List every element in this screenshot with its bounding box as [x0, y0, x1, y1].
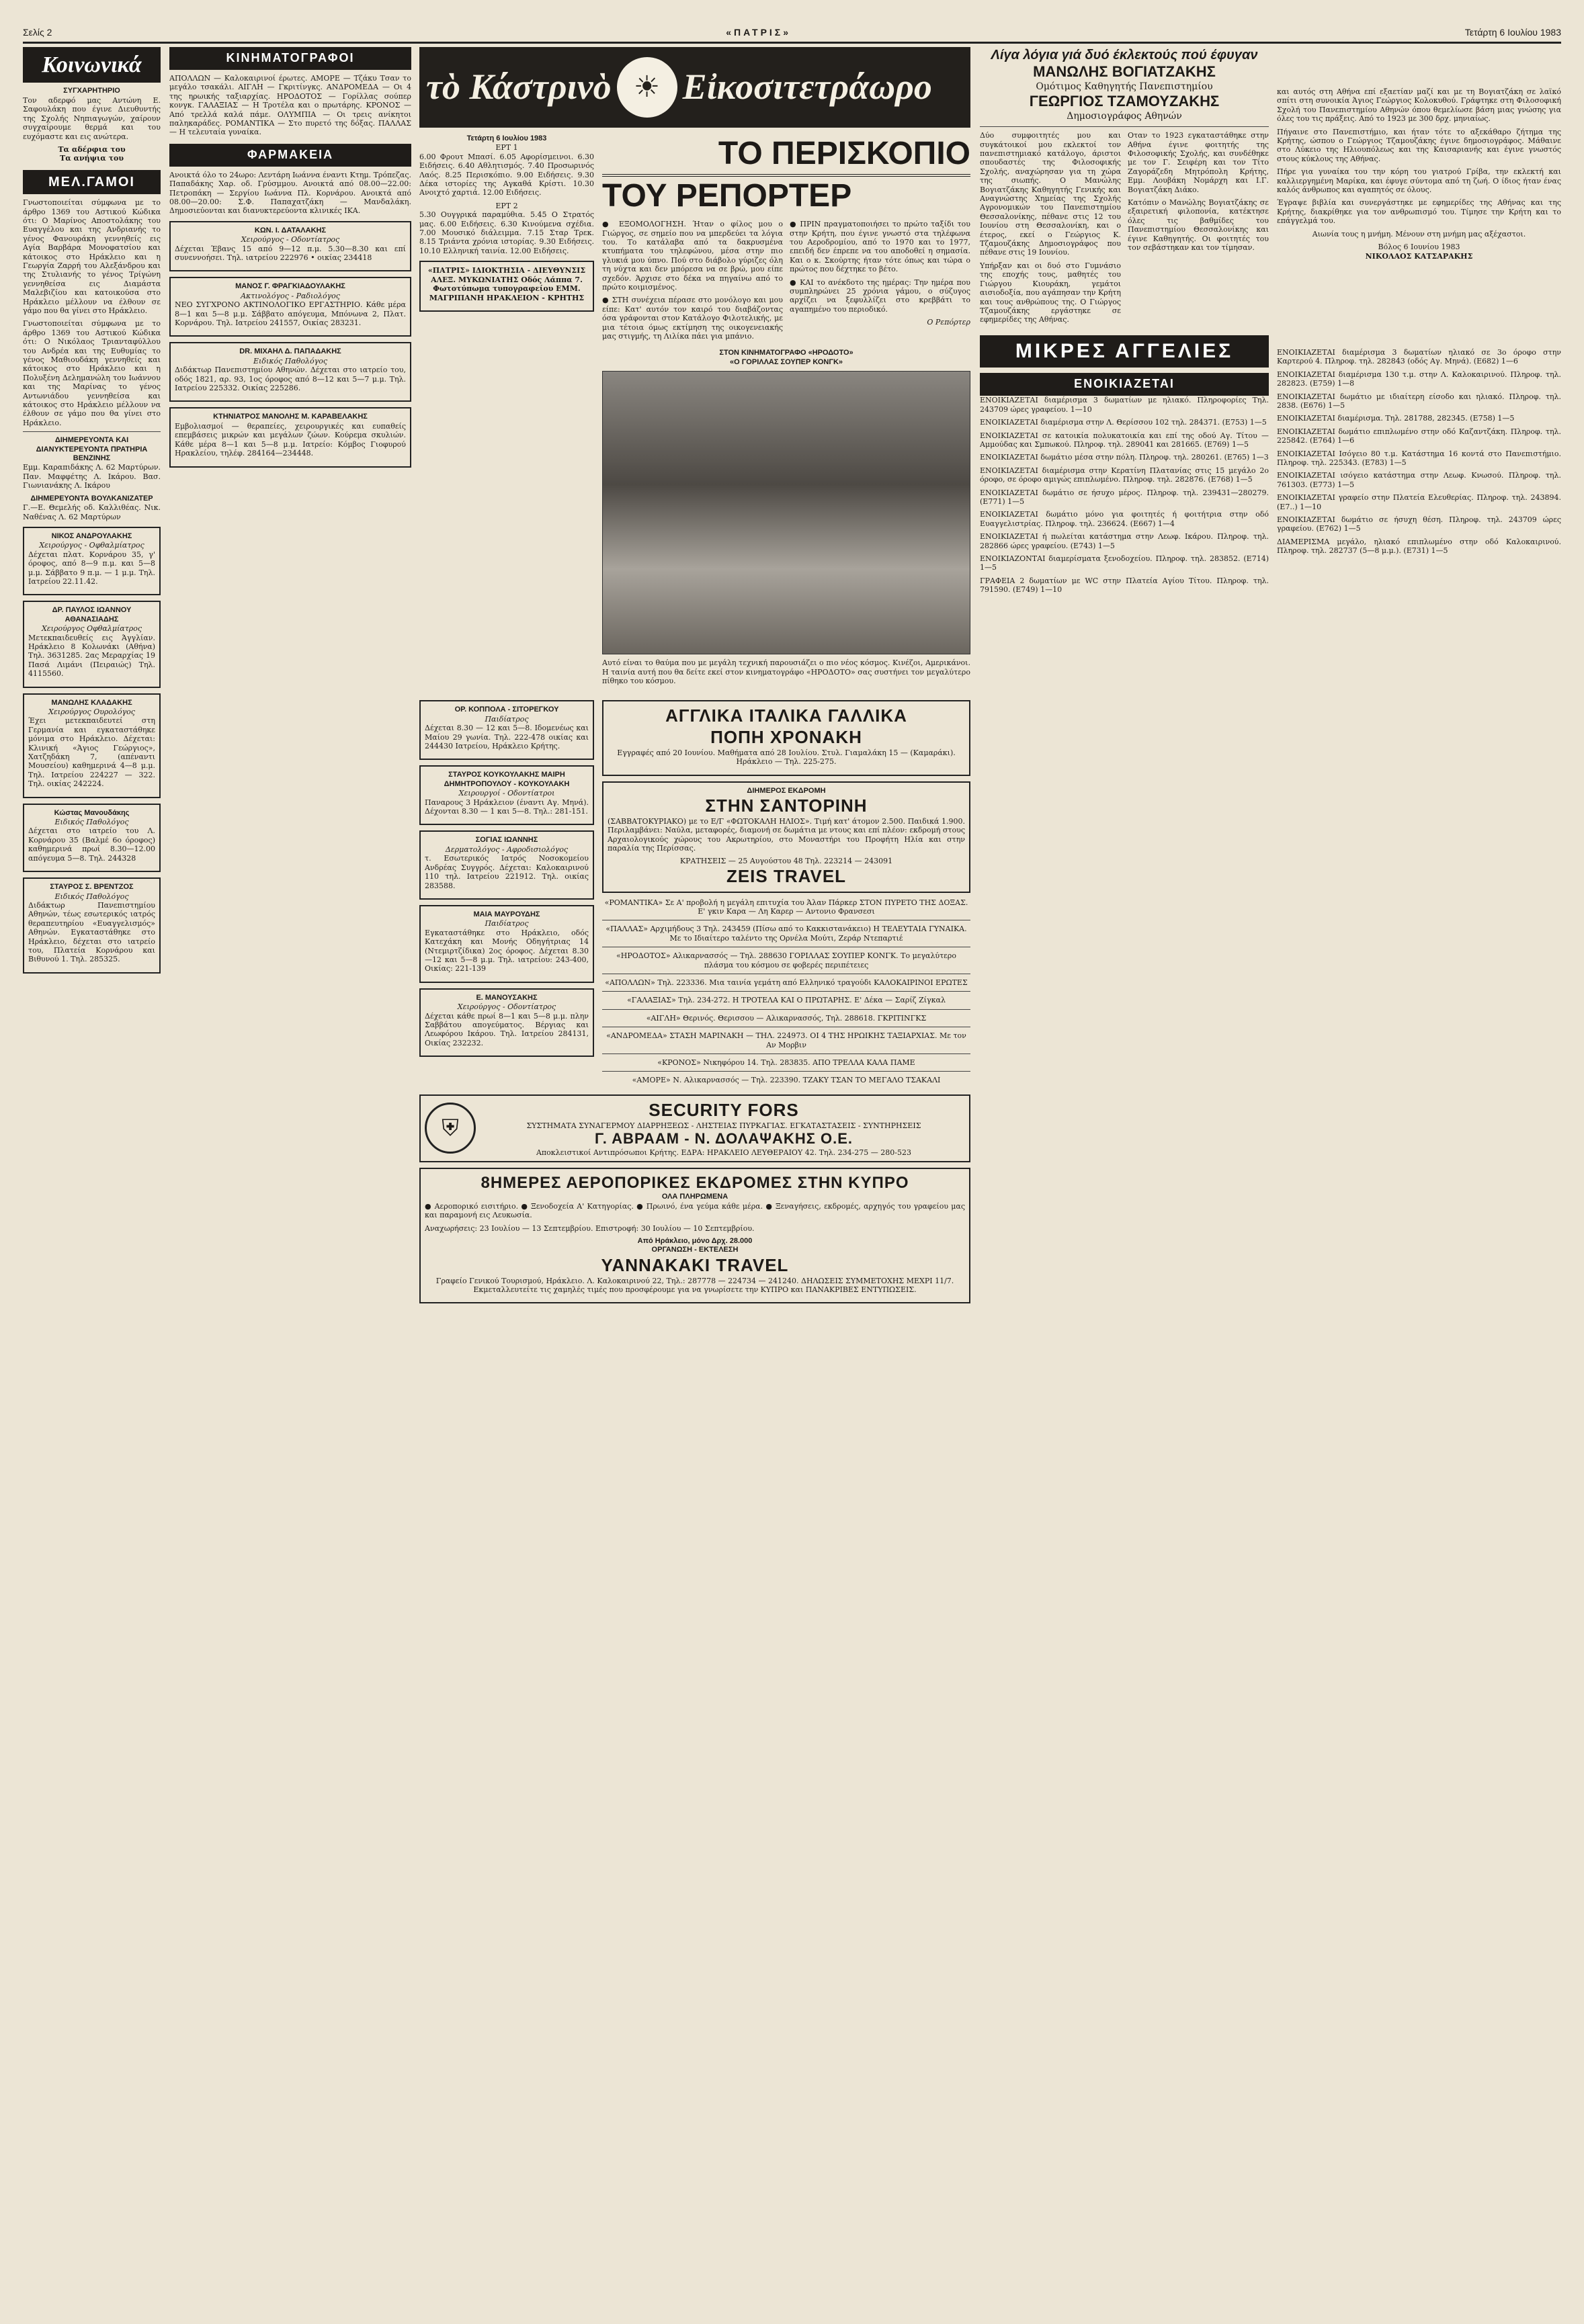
banner-left: τὸ Κάστρινὸ	[426, 67, 612, 107]
for-rent-header: ΕΝΟΙΚΙΑΖΕΤΑΙ	[980, 373, 1269, 396]
cinema-ad: «ΑΜΟΡΕ» Ν. Αλικαρνασσός — Τηλ. 223390. ΤΖΑΚΥ ΤΣΑΝ ΤΟ ΜΕΓΑΛΟ ΤΣΑΚΑΛΙ	[632, 1076, 941, 1085]
doctor-ad-kladakis	[23, 693, 161, 798]
classified-ad: ΕΝΟΙΚΙΑΖΕΤΑΙ διαμέρισμα 3 δωματίων ηλιακό σε 3ο όροφο στην Καρτερού 4. Πληροφ. τηλ. 282843 (οδός Αγ. Μηνά). (Ε682) 1—6	[1277, 347, 1561, 366]
doctor-spec: Παιδίατρος	[485, 714, 529, 724]
doctor-ad-manoudakis	[23, 804, 161, 872]
vulkaniz-text: Γ.—Ε. Θεμελής οδ. Καλλιθέας. Νικ. Ναθένας Λ. 62 Μαρτύρων	[23, 503, 161, 521]
benzin-heading: ΔΙΗΜΕΡΕΥΟΝΤΑ ΚΑΙ ΔΙΑΝΥΚΤΕΡΕΥΟΝΤΑ ΠΡΑΤΗΡΙΑ ΒΕΝΖΙΝΗΣ	[36, 436, 148, 463]
doctor-text: Δέχεται 8.30 — 12 και 5—8. Ιδομενέως και Μαίου 29 γωνία. Τηλ. 222-478 οικίας και 244430 Ιατρείου, Ηράκλειο Κρήτης.	[425, 724, 589, 751]
doctor-name: ΔΡ. ΠΑΥΛΟΣ ΙΩΑΝΝΟΥ ΑΘΑΝΑΣΙΑΔΗΣ	[52, 606, 132, 623]
obituary-cont-2: Πήγαινε στο Πανεπιστήμιο, και ήταν τότε το αξεκάθαρο ζήτημα της Κρήτης, ώσπου ο Γεώργιος Τζαμουζάκης έγινε δημοσιογράφος. Μάθαινε στο Λύκειο της Ηλιουπόλεως και της Καισαριανής και έγινε γνωστός στους κύκλους της Αθήνας.	[1277, 127, 1561, 163]
reporter-text-1: ● ΕΞΟΜΟΛΟΓΗΣΗ. Ήταν ο φίλος μου ο Γιώργος, σε σημείο που να μπερδεύει τα λόγια του. Το κατάλαβα από τα δακρυσμένα κτυπήματα του τηλεφώνου, μέσα στην πιο γλυκιά μου ύπνο. Πού στο διάβολο γύριζες όλη τη νύχτα και δεν μπόρεσα να σε βρώ, μου είπε σχεδόν. Άρχισε στο δέκα να πηγαίνω από το πρώτο κοιμισμένος.	[602, 220, 783, 292]
doctor-text: τ. Εσωτερικός Ιατρός Νοσοκομείου Ανδρέας Συγγρός. Δέχεται: Καλοκαιρινού 110 τηλ. Ιατρείου 221912. Τηλ. οικίας 283588.	[425, 854, 589, 890]
cinema-ad: «ΓΑΛΑΞΙΑΣ» Τηλ. 234-272. Η ΤΡΟΤΕΛΑ ΚΑΙ Ο ΠΡΩΤΑΡΗΣ. Ε' Δέκα — Σαρίζ Ζίγκαλ	[627, 996, 946, 1005]
patris-ownership-box	[419, 261, 594, 312]
gamoi-text-1: Γνωστοποιείται σύμφωνα με το άρθρο 1369 του Αστικού Κώδικα ότι: Ο Μαρίνος Αποστολάκης του Ευαγγέλου και της Ανδριανής το γένος Φανουράκη γεννηθείς εις Αγία Βαρβάρα Μονοφατσίου και κάτοικος στο Ηράκλειο και η Γεωργία Ζαρρή του Αλεξάνδρου και της Στυλιανής το γένος Τρίγώνη γεννηθείσα εις Διαμάστα Μαλεβιζίου και κατοικούσα στο Ηράκλειο μέλλουν να έλθουν σε γάμο που θα γίνει στο Ηράκλειο.	[23, 198, 161, 315]
classified-ad: ΕΝΟΙΚΙΑΖΕΤΑΙ δωμάτιο σε ήσυχο μέρος. Πληροφ. τηλ. 239431—280279. (Ε771) 1—5	[980, 488, 1269, 506]
koinonika-header: Κοινωνικά	[23, 47, 161, 83]
tv-channel-2: ΕΡΤ 2	[495, 201, 518, 210]
language-ad	[602, 700, 970, 775]
periskopio-title: ΤΟ ΠΕΡΙΣΚΟΠΙΟ	[602, 134, 970, 177]
classified-ad: ΕΝΟΙΚΙΑΖΕΤΑΙ δωμάτιο με ιδιαίτερη είσοδο και ηλιακό. Πληροφ. τηλ. 2838. (Ε676) 1—5	[1277, 392, 1561, 410]
vulkaniz-heading: ΔΙΗΜΕΡΕΥΟΝΤΑ ΒΟΥΛΚΑΝΙΖΑΤΕΡ	[30, 494, 153, 503]
doctor-text: Εγκαταστάθηκε στο Ηράκλειο, οδός Κατεχάκη και Μονής Οδηγήτριας 14 (Ντεμιρτζίδικα) 2ος όροφος. Δέχεται 8.30—12 και 5—8 μ.μ. Τηλ. ιατρείου: 243-400, Οικίας: 221-139	[425, 928, 589, 974]
tv-channel-2-list: 5.30 Ουγγρικά παραμύθια. 5.45 Ο Στρατός μας. 6.00 Ειδήσεις. 6.30 Κινούμενα σχέδια. 7.00 Μουσικό διάλειμμα. 7.15 Σταρ Τρεκ. 8.15 Τριάντα χρόνια ιστορίας. 9.30 Ειδήσεις. 10.10 Ελληνική ταινία. 12.00 Ειδήσεις.	[419, 210, 594, 255]
obituary-text-3: Οταν το 1923 εγκαταστάθηκε στην Αθήνα έγινε φοιτητής της Φιλοσοφικής Σχολής, και συνδέθηκε με τον Γ. Σειφέρη και τον Τίτο Ζαγοράζεδη Μητρόπολη Κρήτης, Εμμ. Λουβάκη Νομάρχη και Ι.Γ. Βογιατζάκη Διάκο.	[1128, 131, 1269, 194]
doctor-text: Δέχεται κάθε πρωί 8—1 και 5—8 μ.μ. πλην Σαββάτου απογεύματος. Βέργιας και Λεωφόρου Ικάρου. Τηλ. Ιατρείου 284131, Οικίας 232232.	[425, 1011, 589, 1047]
obituary-text-2: Υπήρξαν και οι δυό στο Γυμνάσιο της εποχής τους, μαθητές του Γιώργου Κιουράκη, γεμάτοι αισιοδοξία, που αγάπησαν την Κρήτη και τους ανθρώπους της. Ο Γιώργος Τζαμουζάκης εργάστηκε σε εφημερίδες της Αθήνας.	[980, 261, 1121, 325]
cyprus-dates: Αναχωρήσεις: 23 Ιουλίου — 13 Σεπτεμβρίου. Επιστροφή: 30 Ιουλίου — 10 Σεπτεμβρίου.	[425, 1223, 755, 1233]
doctor-ad-datalakis	[169, 221, 411, 272]
obituary-role-2: Δημοσιογράφος Αθηνών	[1067, 111, 1182, 122]
emblem-icon: ☀	[617, 57, 677, 118]
doctor-ads-col3	[419, 695, 594, 1088]
classifieds-header: ΜΙΚΡΕΣ ΑΓΓΕΛΙΕΣ	[980, 335, 1269, 368]
doctor-spec: Χειρούργος Ουρολόγος	[48, 707, 135, 717]
sygxaritirio-text: Τον αδερφό μας Αντώνη Ε. Σαφουλάκη που έγινε Διευθυντής της Σχολής Νηπιαγωγών, χαίρουν συγχαίρουμε θερμά και του ευχόμαστε και εις ανώτερα.	[23, 95, 161, 141]
doctor-name: ΣΤΑΥΡΟΣ ΚΟΥΚΟΥΛΑΚΗΣ ΜΑΙΡΗ	[448, 771, 565, 779]
classified-ad: ΔΙΑΜΕΡΙΣΜΑ μεγάλο, ηλιακό επιπλωμένο στην οδό Καλοκαιρινού. Πληροφ. τηλ. 282737 (5—8 μ.μ.). (Ε731) 1—5	[1277, 537, 1561, 556]
cinema-ad: «ΑΠΟΛΛΩΝ» Τηλ. 223336. Μια ταινία γεμάτη από Ελληνικό τραγούδι ΚΑΛΟΚΑΙΡΙΝΟΙ ΕΡΩΤΕΣ	[605, 978, 968, 987]
doctor-name: ΣΟΓΙΑΣ ΙΩΑΝΝΗΣ	[475, 836, 538, 845]
benzin-text: Εμμ. Καραπιδάκης Λ. 62 Μαρτύρων. Παν. Μαφφέτης Λ. Ικάρου. Βασ. Γιωνιανάκης Λ. Ικάρου	[23, 463, 161, 490]
doctor-name: ΜΑΙΑ ΜΑΥΡΟΥΔΗΣ	[473, 910, 540, 918]
doctor-ad-vrentzos	[23, 877, 161, 974]
classified-ad: ΕΝΟΙΚΙΑΖΕΤΑΙ διαμέρισμα 3 δωματίων με ηλιακό. Πληροφορίες Τηλ. 243709 ώρες γραφείου. 1—10	[980, 396, 1269, 414]
kinimatografoi-header: ΚΙΝΗΜΑΤΟΓΡΑΦΟΙ	[169, 47, 411, 70]
classified-ad: ΕΝΟΙΚΙΑΖΕΤΑΙ δωμάτιο επιπλωμένο στην οδό Καζαντζάκη. Πληροφ. τηλ. 225842. (Ε764) 1—6	[1277, 427, 1561, 445]
reporter-sign: Ο Ρεπόρτερ	[927, 318, 970, 327]
obituary-cont-1: και αυτός στη Αθήνα επί εξαετίαν μαζί και με τη Βογιατζάκη σε λαϊκό σπίτι στη συνοικία Άγιος Γεώργιος Κολοκυθού. Γράφτηκε στη Φιλοσοφική Σχολή του Πανεπιστημίου Αθηνών όπου θεμελίωσε βάση μιας γνώσης για όλες του τις πράξεις. Από το 1923 με 300 δρχ. μηνιαίως.	[1277, 87, 1561, 124]
reporter-text-3: ● ΠΡΙΝ πραγματοποιήσει το πρώτο ταξίδι του στην Κρήτη, που έγινε γνωστό στα τηλέφωνα του Αεροδρομίου, από το 1970 και το 1977, επειδή δεν έπρεπε να του αποδοθεί η σημασία. Και ο κ. Σκούρτης ήταν τότε όπως και τώρα ο πρώτος που δέχτηκε το βέτο.	[790, 220, 970, 274]
column-4	[980, 47, 1269, 2297]
classified-ad: ΕΝΟΙΚΙΑΖΕΤΑΙ δωμάτιο μέσα στην πόλη. Πληροφ. τηλ. 280261. (Ε765) 1—3	[980, 453, 1269, 462]
security-firm-text: Αποκλειστικοί Αντιπρόσωποι Κρήτης. ΕΔΡΑ: ΗΡΑΚΛΕΙΟ ΛΕΥΘΕΡΑΙΟΥ 42. Τηλ. 234-275 — 280-523	[536, 1148, 911, 1157]
classified-ad: ΕΝΟΙΚΙΑΖΕΤΑΙ Ισόγειο 80 τ.μ. Κατάστημα 16 κοντά στο Πανεπιστήμιο. Πληροφ. τηλ. 225343. (Ε783) 1—5	[1277, 449, 1561, 467]
cinema-ad: «ΚΡΟΝΟΣ» Νικηφόρου 14. Τηλ. 283835. ΑΠΟ ΤΡΕΛΛΑ ΚΑΛΑ ΠΑΜΕ	[657, 1058, 915, 1067]
doctor-name: ΟΡ. ΚΟΠΠΟΛΑ - ΣΙΤΟΡΕΓΚΟΥ	[454, 705, 559, 714]
paper-name: «ΠΑΤΡΙΣ»	[726, 27, 791, 38]
doctor-text: Έχει μετεκπαιδευτεί στη Γερμανία και εγκαταστάθηκε μόνιμα στο Ηράκλειο. Δέχεται: Κλινική «Άγιος Γεώργιος», Χατζηδάκη 7, (απέναντι Μουσείου) καθημερινά 4—8 μ.μ. Τηλ. Ιατρείου 224227 — 322. Τηλ. οικίας 242224.	[28, 716, 155, 789]
doctor-spec: Ακτινολόγος - Ραδιολόγος	[241, 291, 340, 300]
doctor-spec: Χειρούργος - Οδοντίατρος	[241, 235, 340, 245]
masthead	[23, 27, 1561, 44]
doctor-text: Δέχεται Έβανς 15 από 9—12 π.μ. 5.30—8.30 και επί συνεννοήσει. Τηλ. ιατρείου 222976 • οικίας 234418	[175, 244, 406, 262]
doctor-text: Δέχεται στο ιατρείο του Λ. Κορνάρου 35 (Βαλμέ 6ο όροφος) καθημερινά πρωί 8.30—12.00 απόγευμα 5—8. Τηλ. 244328	[28, 826, 155, 863]
classified-ad: ΕΝΟΙΚΙΑΖΕΤΑΙ ισόγειο κατάστημα στην Λεωφ. Κνωσού. Πληροφ. τηλ. 761303. (Ε773) 1—5	[1277, 471, 1561, 489]
doctor-spec: Χειρουργοί - Οδοντίατροι	[458, 789, 555, 798]
doctor-name: ΜΑΝΩΛΗΣ ΚΛΑΔΑΚΗΣ	[51, 698, 132, 707]
classified-ad: ΕΝΟΙΚΙΑΖΕΤΑΙ σε κατοικία πολυκατοικία και επί της οδού Αγ. Τίτου — Αμμούδας και Σμπωκού. Πληροφ. τηλ. 289041 και 281665. (Ε769) 1—5	[980, 431, 1269, 449]
doctor-name: ΚΩΝ. Ι. ΔΑΤΑΛΑΚΗΣ	[254, 226, 327, 234]
column-2	[169, 47, 411, 2297]
language-ad-name: ΠΟΠΗ ΧΡΟΝΑΚΗ	[710, 727, 862, 748]
classified-ad: ΓΡΑΦΕΙΑ 2 δωματίων με WC στην Πλατεία Αγίου Τίτου. Πληροφ. τηλ. 791590. (Ε749) 1—10	[980, 576, 1269, 595]
classified-ad: ΕΝΟΙΚΙΑΖΟΝΤΑΙ διαμερίσματα ξενοδοχείου. Πληροφ. τηλ. 283852. (Ε714) 1—5	[980, 554, 1269, 572]
doctor-spec: Ειδικός Παθολόγος	[253, 356, 327, 365]
doctor-ad-koukoulakis	[419, 765, 594, 825]
doctor-ad-papadakis	[169, 342, 411, 402]
doctor-text: Παναρους 3 Ηράκλειον (έναντι Αγ. Μηνά). Δέχονται 8.30 — 1 και 5—8. Τηλ.: 281-151.	[425, 798, 589, 816]
obituary-sign-name: ΝΙΚΟΛΑΟΣ ΚΑΤΣΑΡΑΚΗΣ	[1365, 251, 1473, 261]
reporter-text-4: ● ΚΑΙ το ανέκδοτο της ημέρας: Την ημέρα που συμπληρώνει 25 χρόνια γάμου, ο σύζυγος αρχίζει να ξεφυλλίζει στο κρεββάτι το αγαπημένο του περιοδικό.	[790, 277, 970, 314]
santorini-heading: ΔΙΗΜΕΡΟΣ ΕΚΔΡΟΜΗ	[747, 786, 826, 795]
cyprus-subtitle: ΟΛΑ ΠΛΗΡΩΜΕΝΑ	[661, 1193, 728, 1201]
cyprus-organizer-label: ΟΡΓΑΝΩΣΗ - ΕΚΤΕΛΕΣΗ	[651, 1246, 739, 1254]
obituary-text-4: Κατόπιν ο Μανώλης Βογιατζάκης σε εξαιρετική φιλοπονία, κατέκτησε όλες τις βαθμίδες του Πανεπιστημίου Θεσσαλονίκης και έγινε Καθηγητής. Οι φοιτητές του τον σεβάστηκαν και τον τίμησαν.	[1128, 198, 1269, 253]
cinema-ad: «ΡΟΜΑΝΤΙΚΑ» Σε Α' προβολή η μεγάλη επιτυχία του Άλαν Πάρκερ ΣΤΟΝ ΠΥΡΕΤΟ ΤΗΣ ΔΟΞΑΣ. Ε' γκιν Καρα — Λη Καρερ — Αντονιο Φρανσεσι	[604, 898, 968, 916]
patris-ownership: «ΠΑΤΡΙΣ» ΙΔΙΟΚΤΗΣΙΑ - ΔΙΕΥΘΥΝΣΙΣ ΑΛΕΞ. ΜΥΚΩΝΙΑΤΗΣ Οδός Λάππα 7. Φωτοτύπωμα τυπογραφείου ΕΜΜ. ΜΑΓΡΙΠΑΝΗ ΗΡΑΚΛΕΙΟΝ - ΚΡΗΤΗΣ	[427, 266, 586, 302]
cyprus-price: Από Ηράκλειο, μόνο Δρχ. 28.000	[637, 1237, 753, 1246]
santorini-text: (ΣΑΒΒΑΤΟΚΥΡΙΑΚΟ) με το Ε/Γ «ΦΩΤΟΚΑΛΗ ΗΛΙΟΣ». Τιμή κατ' άτομον 2.500. Παιδικά 1.900. Περιλαμβάνει: Ναύλα, μεταφορές, διαμονή σε δωμάτια με ντους και επί πλέον: εκδρομή στους Αρχαιολογικούς χώρους του Ακρωτηρίου, στο Μοναστήρι του Προφήτη Ηλία και στην παραλία της Περίσσας.	[608, 816, 965, 853]
sygxaritirio-sign-1: Τα αδέρφια του	[58, 144, 126, 154]
farmakeia-header: ΦΑΡΜΑΚΕΙΑ	[169, 144, 411, 167]
zeis-bookings: ΚΡΑΤΗΣΕΙΣ — 25 Αυγούστου 48 Τηλ. 223214 — 243091	[679, 857, 893, 866]
doctor-name: ΚΤΗΝΙΑΤΡΟΣ ΜΑΝΟΛΗΣ Μ. ΚΑΡΑΒΕΛΑΚΗΣ	[213, 413, 368, 421]
center-ads	[602, 695, 970, 1088]
doctor-ad-fragkiadoulakis	[169, 277, 411, 337]
language-ad-text: Εγγραφές από 20 Ιουνίου. Μαθήματα από 28 Ιουλίου. Στυλ. Γιαμαλάκη 15 — (Καμαράκι). Ηράκλειο — Τηλ. 225-275.	[617, 748, 956, 767]
kino-subheading: «Ο ΓΟΡΙΛΛΑΣ ΣΟΥΠΕΡ ΚΟΝΓΚ»	[729, 357, 843, 366]
doctor-name: Ε. ΜΑΝΟΥΣΑΚΗΣ	[476, 993, 538, 1002]
cinema-ad: «ΑΙΓΛΗ» Θερινός. Θερισσου — Αλικαρνασσός, Τηλ. 288618. ΓΚΡΙΤΙΝΓΚΣ	[646, 1013, 927, 1023]
classified-ad: ΕΝΟΙΚΙΑΖΕΤΑΙ διαμέρισμα στην Κερατίνη Πλατανίας στις 15 μεγάλο 2ο όροφο, σε όροφο αμιγώς επιπλωμένο. Πληροφ. τηλ. 282876. (Ε768) 1—5	[980, 466, 1269, 484]
classified-ad: ΕΝΟΙΚΙΑΖΕΤΑΙ διαμέρισμα 130 τ.μ. στην Λ. Καλοκαιρινού. Πληροφ. τηλ. 282823. (Ε759) 1—8	[1277, 370, 1561, 388]
obituary-cont-3: Πήρε για γυναίκα του την κόρη του γιατρού Γρίβα, την εκλεκτή και καλλιεργημένη Μαρίκα, και έφυγε σύντομα από τη ζωή. Ο ίδιος ήταν ένας καλός άνθρωπος και αγαπητός σε όλους.	[1277, 167, 1561, 195]
gorilla-photo	[602, 371, 970, 654]
doctor-spec: Παιδίατρος	[485, 919, 529, 929]
security-firm: Γ. ΑΒΡΑΑΜ - Ν. ΔΟΛΑΨΑΚΗΣ Ο.Ε.	[594, 1129, 853, 1147]
cinema-ads-list	[602, 898, 970, 1085]
classified-ad: ΕΝΟΙΚΙΑΖΕΤΑΙ δωμάτιο μόνο για φοιτητές ή φοιτήτρια στην οδό Ευαγγελιστρίας. Πληροφ. τηλ. 236624. (Ε667) 1—4	[980, 510, 1269, 528]
obituary-name-2: ΓΕΩΡΓΙΟΣ ΤΖΑΜΟΥΖΑΚΗΣ	[1029, 93, 1220, 110]
zeis-title: ZEIS TRAVEL	[726, 865, 847, 886]
doctor-name: ΣΤΑΥΡΟΣ Σ. ΒΡΕΝΤΖΟΣ	[50, 883, 134, 892]
reporter-text-2: ● ΣΤΗ συνέχεια πέρασε στο μονόλογο και μου είπε: Κατ' αυτόν τον καιρό του διαβάζοντας όσα γράφονται στον Κατάλογο Φιλοτελικής, με μια τέτοια όμως εκτίμηση της οικογενειακής μας στιγμής, τη Λιλίκα πάει για μπάνιο.	[602, 296, 783, 341]
obituary-sign-date: Βόλος 6 Ιουνίου 1983	[1378, 243, 1460, 252]
obituary-headline: Λίγα λόγια γιά δυό έκλεκτούς πού έφυγαν	[991, 48, 1258, 62]
cyprus-title: 8ΗΜΕΡΕΣ ΑΕΡΟΠΟΡΙΚΕΣ ΕΚΔΡΟΜΕΣ ΣΤΗΝ ΚΥΠΡΟ	[481, 1174, 909, 1193]
kastrino-banner	[419, 47, 970, 128]
cinema-ad: «ΠΑΛΛΑΣ» Αρχιμήδους 3 Τηλ. 243459 (Πίσω από το Κακκιστανάκειο) Η ΤΕΛΕΥΤΑΙΑ ΓΥΝΑΙΚΑ. Με το Ιδιαίτερο ταλέντο της Ορνέλα Μούτι, Ζεράρ Ντεπαρτιέ	[606, 924, 967, 943]
kino-heading: ΣΤΟΝ ΚΙΝΗΜΑΤΟΓΡΑΦΟ «ΗΡΟΔΟΤΟ»	[719, 349, 853, 357]
doctor-name-2: ΔΗΜΗΤΡΟΠΟΥΛΟΥ - ΚΟΥΚΟΥΛΑΚΗ	[444, 779, 570, 788]
gamoi-text-2: Γνωστοποιείται σύμφωνα με το άρθρο 1369 του Αστικού Κώδικα ότι: Ο Νικόλαος Τριανταφύλλου του Ανδρέα και της Ευθυμίας το γένος Μαθιουδάκη γεννηθείς και κάτοικος στο Ηράκλειο και η Πολυξένη Δελημανώλη του Ιωάννου και της Μαρίνας το γένος Αντωνιάδου γεννηθείσα και κάτοικος στο Ηράκλειο μέλλουν να έλθουν σε γάμο που θα γίνει στο Ηράκλειο.	[23, 319, 161, 427]
issue-date: Τετάρτη 6 Ιουλίου 1983	[1464, 27, 1561, 38]
doctor-spec: Χειρούργος - Οφθαλμίατρος	[39, 541, 144, 550]
gamoi-header: ΜΕΛ.ΓΑΜΟΙ	[23, 170, 161, 194]
cinema-ad: «ΗΡΟΔΟΤΟΣ» Αλικαρνασσός — Τηλ. 288630 ΓΟΡΙΛΛΑΣ ΣΟΥΠΕΡ ΚΟΝΓΚ. Το μεγαλύτερο πλάσμα του κόσμου σε φοβερές περιπέτειες	[616, 951, 956, 970]
santorini-title: ΣΤΗΝ ΣΑΝΤΟΡΙΝΗ	[705, 795, 868, 816]
doctor-spec: Δερματολόγος - Αφροδισιολόγος	[445, 845, 569, 854]
security-ad	[419, 1094, 970, 1162]
language-ad-title: ΑΓΓΛΙΚΑ ΙΤΑΛΙΚΑ ΓΑΛΛΙΚΑ	[665, 705, 907, 726]
tv-channel-1-list: 6.00 Φρουτ Μπασί. 6.05 Αφορίσμεινοι. 6.30 Ειδήσεις. 6.40 Αθλητισμός. 7.40 Προσωρινός Λαός. 8.25 Περισκόπιο. 9.00 Ειδήσεις. 9.30 Δέκα ιστορίες της Αγκαθά Κρίστι. 10.30 Ανοιχτό χαρτιά. 12.00 Ειδήσεις.	[419, 152, 594, 198]
doctor-ad-manousakis	[419, 988, 594, 1057]
doctor-ad-mavroudis	[419, 905, 594, 983]
page-number: Σελίς 2	[23, 27, 52, 38]
farmakeia-text: Ανοικτά όλο το 24ωρο: Λεντάρη Ιωάννα έναντι Κτημ. Τρόπεζας. Παπαδάκης Χαρ. οδ. Γρύσμμου. Ανοικτά από 08.00—22.00: Πετροπάκη — Σεργίου Ιωάννα Πλ. Κορνάρου. Ανοικτά από 08.00—20.00: Σ.Φ. Παπαχατζάκη — Μανδαλάκη. Δημοσιεύονται και διανυκτερεύοντα κλινικές ΙΚΑ.	[169, 170, 411, 216]
cyprus-ad	[419, 1168, 970, 1303]
classified-ad: ΕΝΟΙΚΙΑΖΕΤΑΙ δωμάτιο σε ήσυχη θέση. Πληροφ. τηλ. 243709 ώρες γραφείου. (Ε762) 1—5	[1277, 515, 1561, 533]
doctor-text: ΝΕΟ ΣΥΓΧΡΟΝΟ ΑΚΤΙΝΟΛΟΓΙΚΟ ΕΡΓΑΣΤΗΡΙΟ. Κάθε μέρα 8—1 και 5—8 μ.μ. Σάββατο απόγευμα, Μπόνωνα 2, Πλατ. Κορνάρου. Τηλ. Ιατρείου 241557, Οικίας 283231.	[175, 300, 406, 328]
doctor-ad-androulakis	[23, 527, 161, 595]
obituary-name-1: ΜΑΝΩΛΗΣ ΒΟΓΙΑΤΖΑΚΗΣ	[1033, 63, 1216, 81]
shield-icon: ⛨	[425, 1103, 476, 1154]
obituary-cont-5: Αιωνία τους η μνήμη. Μένουν στη μνήμη μας αξέχαστοι.	[1312, 229, 1526, 239]
periskopio-section	[602, 134, 970, 689]
sygxaritirio-heading: ΣΥΓΧΑΡΗΤΗΡΙΟ	[63, 87, 120, 95]
security-subtitle: ΣΥΣΤΗΜΑΤΑ ΣΥΝΑΓΕΡΜΟΥ ΔΙΑΡΡΗΞΕΩΣ - ΛΗΣΤΕΙΑΣ ΠΥΡΚΑΓΙΑΣ. ΕΓΚΑΤΑΣΤΑΣΕΙΣ - ΣΥΝΤΗΡΗΣΕΙΣ	[526, 1121, 921, 1130]
doctor-name: Κώστας Μανουδάκης	[54, 808, 130, 817]
doctor-spec: Χειρούργος - Οδοντίατρος	[457, 1002, 556, 1012]
doctor-text: Εμβολιασμοί — θεραπείες, χειρουργικές και ευπαθείς επεμβάσεις μικρών και μεγάλων ζώων. Κούρεμα σκυλιών. Κάθε μέρα 8—1 και 5—8 μ.μ. Ιατρείο: Κόμβος Γιοφυρού Ηρακλείου, τηλέφ. 284164—234448.	[175, 421, 406, 458]
cyprus-list: ● Αεροπορικό εισιτήριο. ● Ξενοδοχεία Α' Κατηγορίας. ● Πρωινό, ένα γεύμα κάθε μέρα. ● Ξεναγήσεις, εκδρομές, αρχηγός του γραφείου μας και παραμονή εις Λευκωσία.	[425, 1201, 965, 1220]
doctor-spec: Ειδικός Παθολόγος	[54, 892, 129, 901]
tv-channel-1: ΕΡΤ 1	[495, 143, 518, 153]
cinema-ad: «ΑΝΔΡΟΜΕΔΑ» ΣΤΑΣΗ ΜΑΡΙΝΑΚΗ — ΤΗΛ. 224973. ΟΙ 4 ΤΗΣ ΗΡΩΙΚΗΣ ΤΑΞΙΑΡΧΙΑΣ. Με τον Αν Μορβιν	[606, 1031, 966, 1049]
classified-ad: ΕΝΟΙΚΙΑΖΕΤΑΙ ή πωλείται κατάστημα στην Λεωφ. Ικάρου. Πληροφ. τηλ. 282866 ώρες γραφείου. (Ε743) 1—5	[980, 532, 1269, 550]
doctor-ad-sogias	[419, 830, 594, 899]
doctor-text: Δέχεται πλατ. Κορνάρου 35, γ' όροφος, από 8—9 π.μ. και 5—8 μ.μ. Σάββατο 9 π.μ. — 1 μ.μ. Τηλ. Ιατρείου 22.11.42.	[28, 550, 155, 586]
reporter-title: ΤΟΥ ΡΕΠΟΡΤΕΡ	[602, 177, 852, 214]
obituary-cont-4: Έγραψε βιβλία και συνεργάστηκε με εφημερίδες της Αθήνας και της Κρήτης, διακρίθηκε για τον ανθρωπισμό του. Τίμησε την Κρήτη και το επάγγελμά του.	[1277, 198, 1561, 226]
tv-program	[419, 134, 594, 689]
kino-caption: Αυτό είναι το θαύμα που με μεγάλη τεχνική παρουσιάζει ο πιο νέος κόσμος. Κινέζοι, Αμερικάνοι. Η ταινία αυτή που θα δείτε εκεί στον κινηματογράφο «ΗΡΟΔΟΤΟ» σας συστήνει τον μεγαλύτερο πίθηκο του κόσμου.	[602, 658, 970, 685]
column-3	[419, 47, 970, 2297]
obituary-text-1: Δύο συμφοιτητές μου και συγκάτοικοί μου εκλεκτοί τον πανεπιστημιακό κατάλογο, άριστοι σπουδαστές της Φιλοσοφικής Σχολής, αναχώρησαν για τη χώρα της σιωπής. Ο Μανώλης Βογιατζάκης Καθηγητής Γενικής και Αναγνώστης Χημείας της Σχολής Αγρονομικών του Πανεπιστημίου Θεσσαλονίκης, πέθανε στις 12 του Ιουνίου στη Θεσσαλονίκη, και ο έτερος, εκεί ο Γεώργιος Κ. Τζαμουζάκης Δημοσιογράφος που πέθανε στις 19 Ιουνίου.	[980, 131, 1121, 257]
doctor-text: Διδάκτωρ Πανεπιστημίου Αθηνών, τέως εσωτερικός ιατρός θεραπευτηρίου «Ευαγγελισμός» Αθηνών. Εγκαταστάθηκε στο Ηράκλειο, δέχεται στο ιατρείο του, Πλατεία Κορνάρου και Βιθυνού 1. Τηλ. 285325.	[28, 900, 155, 964]
doctor-ad-athanasiadis	[23, 601, 161, 687]
security-title: SECURITY FORS	[649, 1099, 799, 1120]
sygxaritirio-sign-2: Τα ανήψια του	[60, 154, 124, 163]
vet-ad-karavelakis	[169, 407, 411, 467]
banner-right: Εἰκοσιτετράωρο	[682, 67, 932, 107]
doctor-name: ΝΙΚΟΣ ΑΝΔΡΟΥΛΑΚΗΣ	[51, 531, 132, 540]
column-1	[23, 47, 161, 2297]
obituary-role-1: Ομότιμος Καθηγητής Πανεπιστημίου	[1036, 81, 1213, 93]
yannakaki-text: Γραφείο Γενικού Τουρισμού, Ηράκλειο. Λ. Καλοκαιρινού 22, Τηλ.: 287778 — 224734 — 241240. ΔΗΛΩΣΕΙΣ ΣΥΜΜΕΤΟΧΗΣ ΜΕΧΡΙ 11/7. Εκμεταλλευτείτε τις χαμηλές τιμές που προσφέρουμε για να γνωρίσετε την ΚΥΠΡΟ και ΠΑΝΑΚΡΙΒΕΣ ΕΝΤΥΠΩΣΕΙΣ.	[435, 1276, 954, 1294]
doctor-spec: Ειδικός Παθολόγος	[54, 818, 129, 827]
doctor-spec: Χειρούργος Οφθαλμίατρος	[41, 624, 142, 634]
doctor-text: Μετεκπαιδευθείς εις Άγγλίαν. Ηράκλειο 8 Κολωνάκι (Αθήνα) Τηλ. 3631285. 2ας Μεραρχίας 19 Πασά Λιμάνι (Πειραιώς) Τηλ. 4115560.	[28, 633, 155, 679]
santorini-ad	[602, 781, 970, 893]
doctor-name: DR. ΜΙΧΑΗΛ Δ. ΠΑΠΑΔΑΚΗΣ	[239, 347, 341, 356]
doctor-ad-koppola	[419, 700, 594, 760]
kinimatografoi-list: ΑΠΟΛΛΩΝ — Καλοκαιρινοί έρωτες. ΑΜΟΡΕ — Τζάκυ Τσαν το μεγάλο τσακάλι. ΑΙΓΛΗ — Γκριτίνγκς. ΑΝΔΡΟΜΕΔΑ — Οι 4 της ηρωικής ταξιαρχίας. ΗΡΟΔΟΤΟΣ — Γορίλλας σούπερ κονγκ. ΓΑΛΑΞΙΑΣ — Η Τροτέλα και ο πρωτάρης. ΚΡΟΝΟΣ — Από τρελλά καλά πάμε. ΟΛΥΜΠΙΑ — Οι τρεις ανίκητοι παληκαράδες. ΡΟΜΑΝΤΙΚΑ — Στο πυρετό της δόξας. ΠΑΛΛΑΣ — Η τελευταία γυναίκα.	[169, 73, 411, 137]
column-5	[1277, 47, 1561, 2297]
classified-ad: ΕΝΟΙΚΙΑΖΕΤΑΙ γραφείο στην Πλατεία Ελευθερίας. Πληροφ. τηλ. 243894. (Ε7..) 1—10	[1277, 493, 1561, 511]
doctor-name: ΜΑΝΟΣ Γ. ΦΡΑΓΚΙΑΔΟΥΛΑΚΗΣ	[235, 282, 345, 291]
doctor-text: Διδάκτωρ Πανεπιστημίου Αθηνών. Δέχεται στο ιατρείο του, οδός 1821, αρ. 93, 1ος όροφος από 8—12 και 5—7 μ.μ. Τηλ. Ιατρείου 225332. Οικίας 225286.	[175, 365, 406, 393]
classified-ad: ΕΝΟΙΚΙΑΖΕΤΑΙ διαμέρισμα. Τηλ. 281788, 282345. (Ε758) 1—5	[1277, 414, 1515, 423]
yannakaki-title: YANNAKAKI TRAVEL	[601, 1254, 789, 1275]
tv-date: Τετάρτη 6 Ιουλίου 1983	[466, 134, 547, 142]
classified-ad: ΕΝΟΙΚΙΑΖΕΤΑΙ διαμέρισμα στην Λ. Θερίσσου 102 τηλ. 284371. (Ε753) 1—5	[980, 418, 1267, 427]
